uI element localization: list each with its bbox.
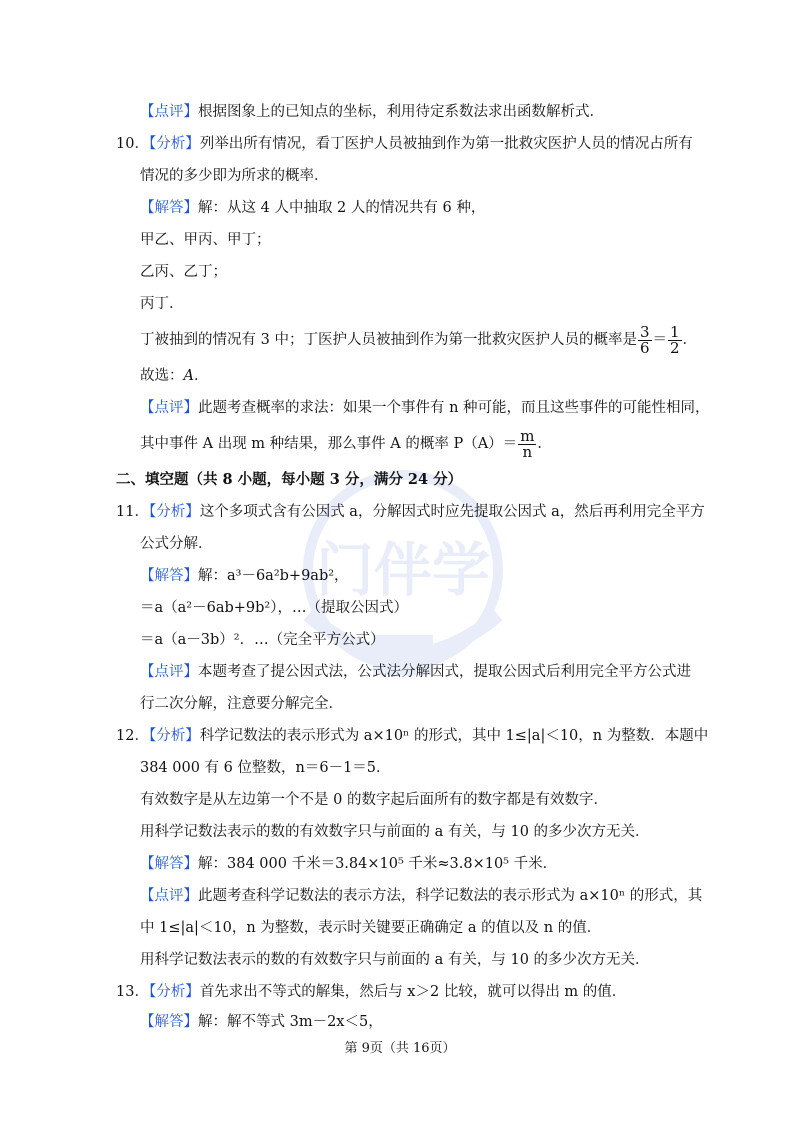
q12-analysis-line3: 有效数字是从左边第一个不是 0 的数字起后面所有的数字都是有效数字．: [140, 792, 608, 808]
analysis-tag: 【分析】: [148, 136, 200, 152]
q10-analysis-line2: 情况的多少即为所求的概率．: [140, 168, 329, 184]
q11-answer-line2: ＝a（a²－6ab+9b²），…（提取公因式）: [140, 600, 408, 616]
q11-analysis-line1: 11．【分析】这个多项式含有公因式 a，分解因式时应先提取公因式 a，然后再利用完全平方: [116, 504, 705, 520]
q12-comment-line1: 【点评】此题考查科学记数法的表示方法，科学记数法的表示形式为 a×10ⁿ 的形式，其: [140, 888, 703, 904]
q10-choice: 故选：A．: [140, 368, 209, 384]
q10-comment-line1: 【点评】此题考查概率的求法：如果一个事件有 n 种可能，而且这些事件的可能性相同，: [140, 400, 710, 416]
q12-analysis-line4: 用科学记数法表示的数的有效数字只与前面的 a 有关，与 10 的多少次方无关．: [140, 824, 650, 840]
q12-analysis-line1: 12．【分析】科学记数法的表示形式为 a×10ⁿ 的形式，其中 1≤|a|＜10，n 为整数．本题中: [116, 728, 709, 744]
q10-answer-line4: 丙丁．: [140, 296, 184, 312]
q11-comment-line1: 【点评】本题考查了提公因式法，公式法分解因式，提取公因式后利用完全平方公式进: [140, 664, 691, 680]
q10-analysis-line1: 10．【分析】列举出所有情况，看丁医护人员被抽到作为第一批救灾医护人员的情况占所有: [116, 136, 693, 152]
fraction-1-2: $\frac{1}{2}$: [670, 322, 680, 357]
q11-answer-line1: 【解答】解：a³－6a²b+9ab²，: [140, 568, 349, 584]
answer-tag: 【解答】: [140, 856, 198, 872]
q10-number: 10．: [116, 136, 149, 152]
q12-comment-line3: 用科学记数法表示的数的有效数字只与前面的 a 有关，与 10 的多少次方无关．: [140, 952, 650, 968]
q11-number: 11．: [116, 504, 149, 520]
q12-answer-line1: 【解答】解：384 000 千米＝3.84×10⁵ 千米≈3.8×10⁵ 千米．: [140, 856, 558, 872]
answer-tag: 【解答】: [140, 568, 198, 584]
q11-comment-line2: 行二次分解，注意要分解完全．: [140, 696, 343, 712]
answer-tag: 【解答】: [140, 200, 198, 216]
q12-number: 12．: [116, 728, 149, 744]
q10-answer-line5: 丁被抽到的情况有 3 中；丁医护人员被抽到作为第一批救灾医护人员的概率是 $\frac{3}{6}$ ＝ $\frac{1}{2}$ ．: [140, 322, 698, 357]
q11-analysis-line2: 公式分解．: [140, 536, 213, 552]
q12-analysis-line2: 384 000 有 6 位整数，n＝6－1＝5．: [140, 760, 391, 776]
q12-comment-line2: 中 1≤|a|＜10，n 为整数，表示时关键要正确确定 a 的值以及 n 的值．: [140, 920, 602, 936]
q10-answer-line2: 甲乙、甲丙、甲丁；: [140, 232, 271, 248]
analysis-tag: 【分析】: [148, 728, 200, 744]
q13-number: 13．: [116, 984, 149, 1000]
fraction-m-n: $\frac{m}{n}$: [520, 426, 535, 461]
fraction-3-6: $\frac{3}{6}$: [639, 322, 650, 357]
q13-analysis-line1: 13．【分析】首先求出不等式的解集，然后与 x＞2 比较，就可以得出 m 的值．: [116, 984, 627, 1000]
comment-tag: 【点评】: [140, 400, 198, 416]
q9-comment: 【点评】根据图象上的已知点的坐标，利用待定系数法求出函数解析式．: [140, 104, 604, 120]
q13-answer-line1: 【解答】解：解不等式 3m－2x＜5，: [140, 1014, 383, 1030]
q10-comment-line2: 其中事件 A 出现 m 种结果，那么事件 A 的概率 P（A）＝ $\frac{m}{n}$ ．: [140, 426, 552, 461]
q10-answer-line3: 乙丙、乙丁；: [140, 264, 227, 280]
page-footer: 第 9页（共 16页）: [344, 1041, 456, 1056]
watermark-text: 门伴学: [315, 536, 491, 604]
comment-tag: 【点评】: [140, 664, 198, 680]
q10-answer-line1: 【解答】解：从这 4 人中抽取 2 人的情况共有 6 种，: [140, 200, 486, 216]
analysis-tag: 【分析】: [148, 504, 200, 520]
answer-tag: 【解答】: [140, 1014, 198, 1030]
analysis-tag: 【分析】: [148, 984, 200, 1000]
q11-answer-line3: ＝a（a－3b）²．…（完全平方公式）: [140, 632, 385, 648]
comment-tag: 【点评】: [140, 888, 198, 904]
comment-tag: 【点评】: [140, 104, 198, 120]
section-heading-fill-blank: 二、填空题（共 8 小题，每小题 3 分，满分 24 分）: [116, 471, 463, 488]
